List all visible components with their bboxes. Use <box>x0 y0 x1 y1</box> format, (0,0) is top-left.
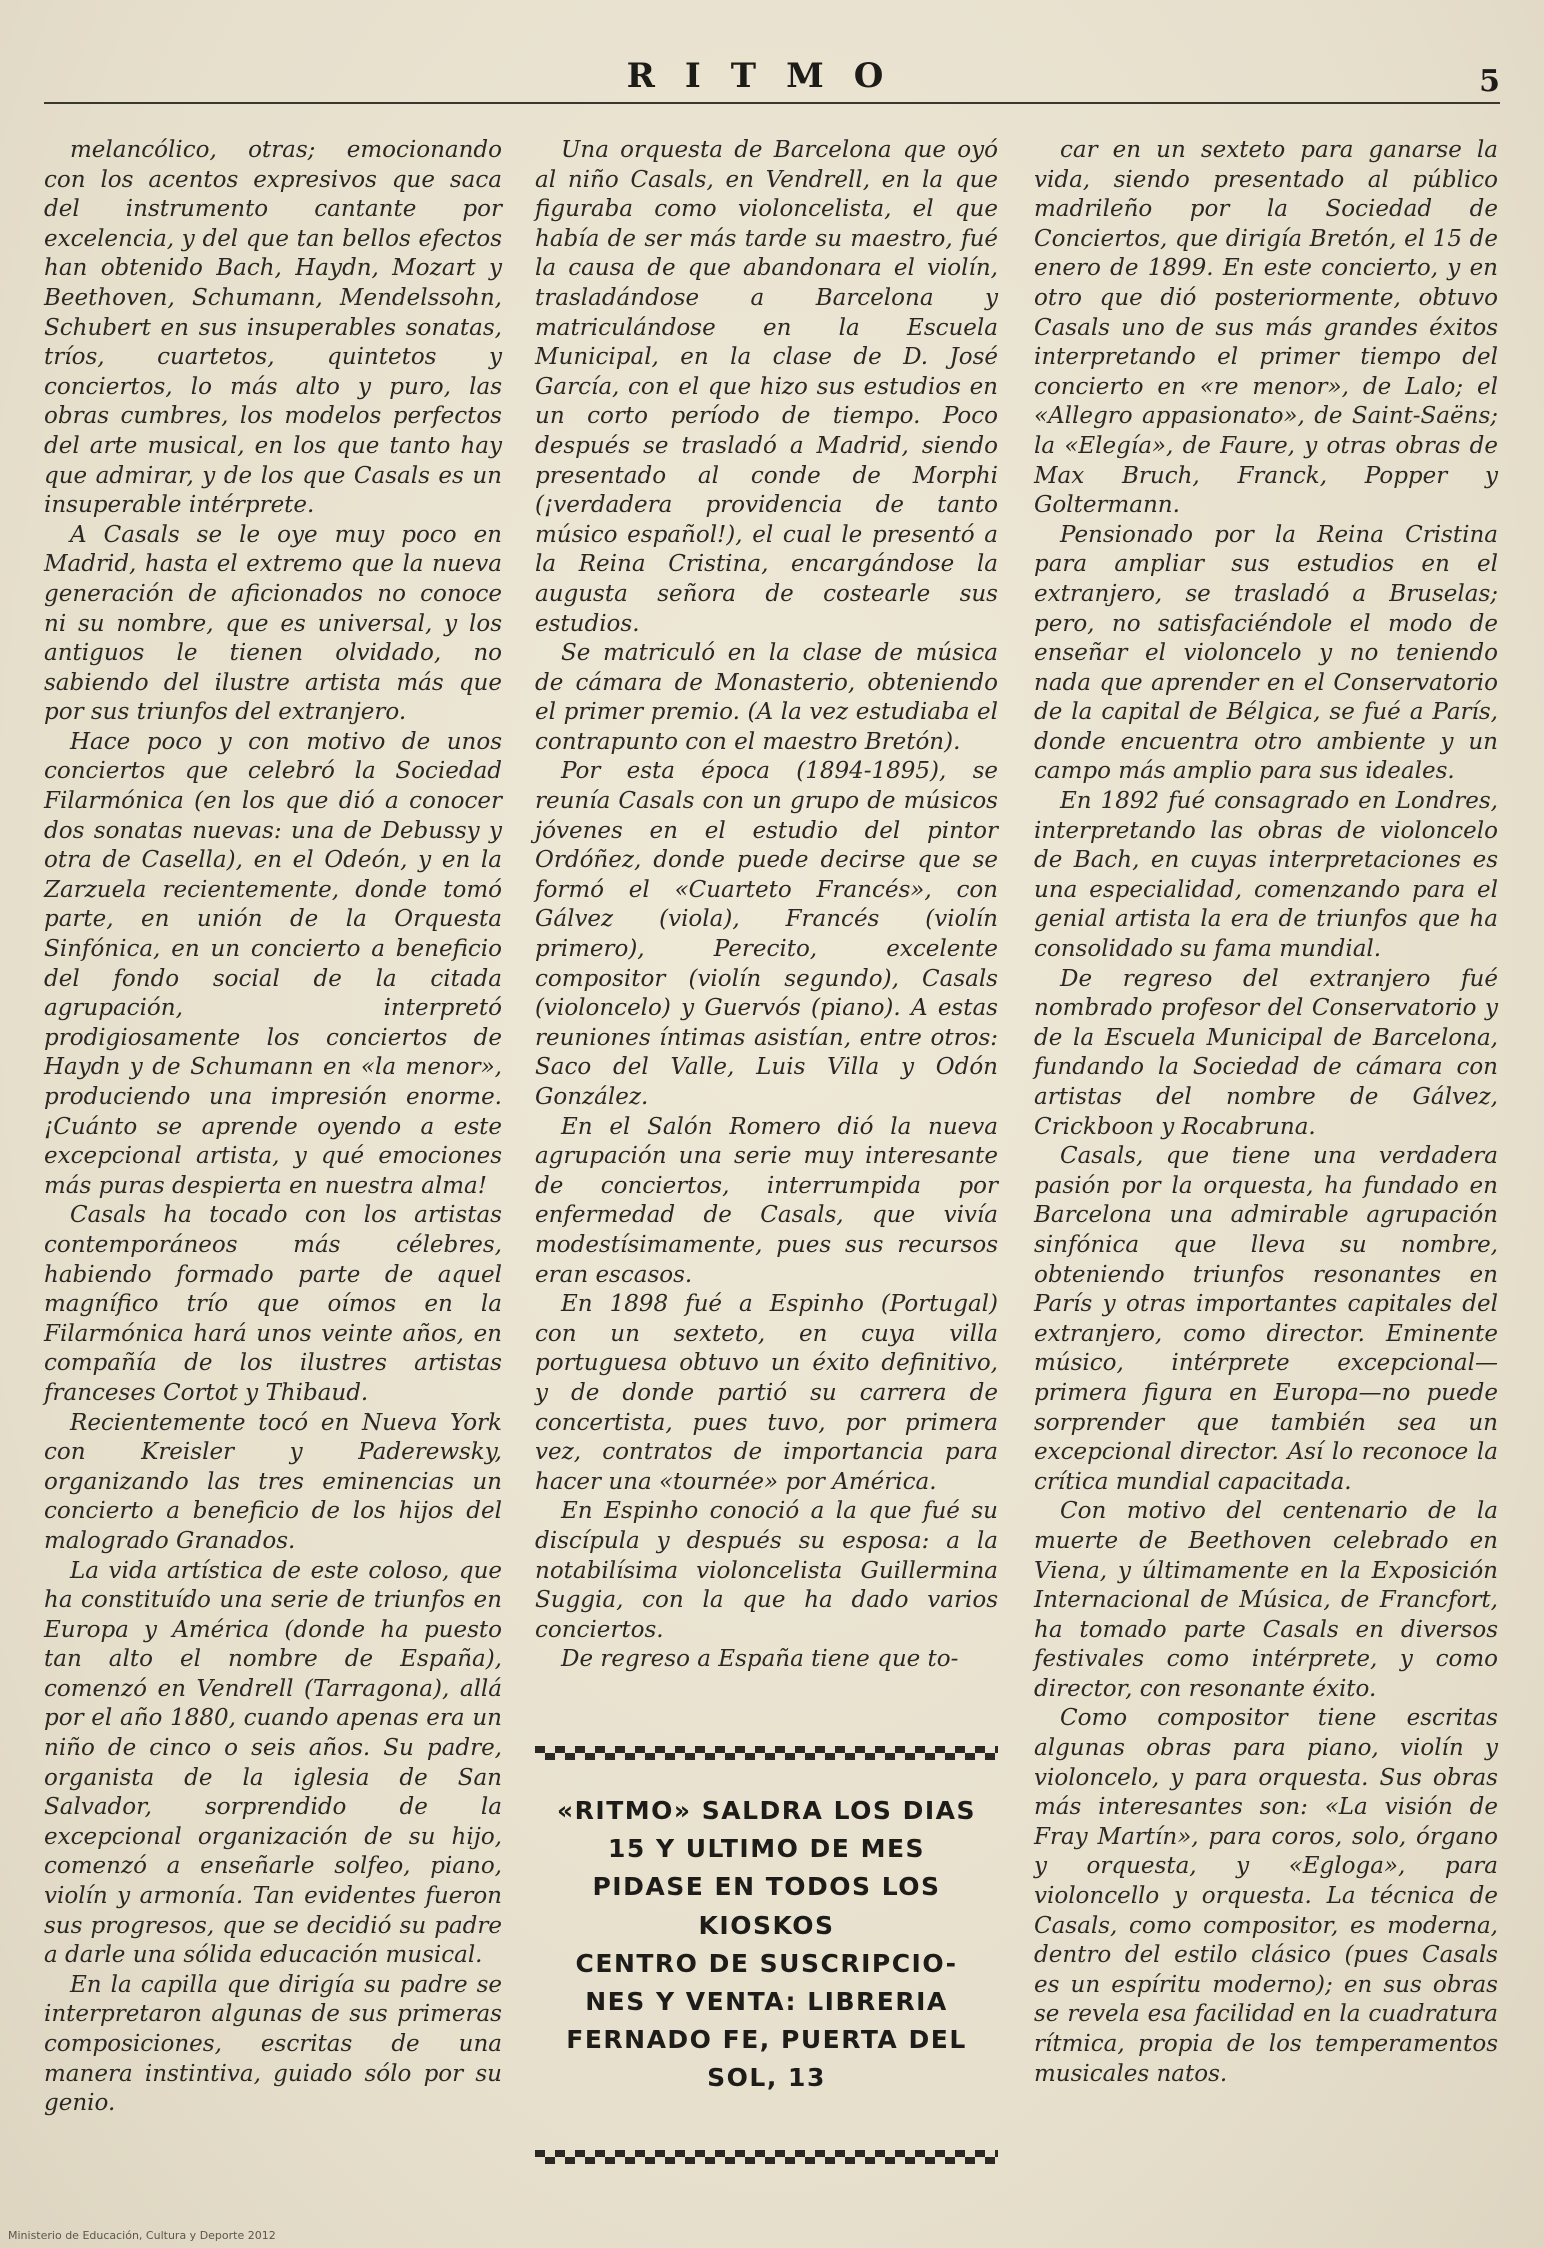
article-column-1 <box>44 136 502 2119</box>
checker-border-top <box>535 1746 998 1760</box>
paragraph: En 1892 fué consagrado en Londres, interpretando las obras de violoncelo de Bach, en cuyas interpretaciones es una especialidad, comenzando para el genial artista la era de triunfos que ha consolidado su fama mundial. <box>1034 788 1498 963</box>
notice-line: KIOSKOS <box>698 1910 835 1940</box>
paragraph: La vida artística de este coloso, que ha constituído una serie de triunfos en Europa y América (donde ha puesto tan alto el nombre de España), comenzó en Vendrell (Tarragona), allá por el año 1880, cuando apenas era un niño de cinco o seis años. Su padre, organista de la iglesia de San Salvador, sorprendido de la excepcional organización de su hijo, comenzó a enseñarle solfeo, piano, violín y armonía. Tan evidentes fueron sus progresos, que se decidió su padre a darle una sólida educación musical. <box>44 1557 502 1969</box>
notice-text <box>535 1792 998 2098</box>
paragraph: melancólico, otras; emocionando con los acentos expresivos que saca del instrumento cantante por excelencia, y del que tan bellos efectos han obtenido Bach, Haydn, Mozart y Beethoven, Schumann, Mendelssohn, Schubert en sus insuperables sonatas, tríos, cuartetos, quintetos y conciertos, lo más alto y puro, las obras cumbres, los modelos perfectos del arte musical, en los que tanto hay que admirar, y de los que Casals es un insuperable intérprete. <box>44 137 502 519</box>
notice-line: NES Y VENTA: LIBRERIA <box>585 1987 948 2017</box>
paragraph: De regreso a España tiene que to- <box>561 1646 959 1673</box>
paragraph: Hace poco y con motivo de unos conciertos que celebró la Sociedad Filarmónica (en los que dió a conocer dos sonatas nuevas: una de Debussy y otra de Casella), en el Odeón, y en la Zarzuela recientemente, donde tomó parte, en unión de la Orquesta Sinfónica, en un concierto a beneficio del fondo social de la citada agrupación, interpretó prodigiosamente los conciertos de Haydn y de Schumann en «la menor», produciendo una impresión enorme. ¡Cuánto se aprende oyendo a este excepcional artista, y qué emociones más puras despierta en nuestra alma! <box>44 728 502 1199</box>
digitization-credit: Ministerio de Educación, Cultura y Deporte 2012 <box>8 2229 276 2242</box>
paragraph: En el Salón Romero dió la nueva agrupación una serie muy interesante de conciertos, interrumpida por enfermedad de Casals, que vivía modestísimamente, pues sus recursos eran escasos. <box>535 1113 998 1288</box>
paragraph: Por esta época (1894-1895), se reunía Casals con un grupo de músicos jóvenes en el estudio del pintor Ordóñez, donde puede decirse que se formó el «Cuarteto Francés», con Gálvez (viola), Francés (violín primero), Perecito, excelente compositor (violín segundo), Casals (violoncelo) y Guervós (piano). A estas reuniones íntimas asistían, entre otros: Saco del Valle, Luis Villa y Odón González. <box>535 758 998 1110</box>
paragraph: Una orquesta de Barcelona que oyó al niño Casals, en Vendrell, en la que figuraba como violoncelista, el que había de ser más tarde su maestro, fué la causa de que abandonara el violín, trasladándose a Barcelona y matriculándose en la Escuela Municipal, en la clase de D. José García, con el que hizo sus estudios en un corto período de tiempo. Poco después se trasladó a Madrid, siendo presentado al conde de Morphi (¡verdadera providencia de tanto músico español!), el cual le presentó a la Reina Cristina, encargándose la augusta señora de costearle sus estudios. <box>535 137 998 637</box>
paragraph: Se matriculó en la clase de música de cámara de Monasterio, obteniendo el primer premio. (A la vez estudiaba el contrapunto con el maestro Bretón). <box>535 640 998 755</box>
paragraph: Como compositor tiene escritas algunas obras para piano, violín y violoncelo, y para orquesta. Sus obras más interesantes son: «La visión de Fray Martín», para coros, solo, órgano y orquesta, y «Egloga», para violoncello y orquesta. La técnica de Casals, como compositor, es moderna, dentro del estilo clásico (pues Casals es un espíritu moderno); en sus obras se revela esa facilidad en la cuadratura rítmica, propia de los temperamentos musicales natos. <box>1034 1705 1498 2087</box>
header-rule <box>44 102 1500 104</box>
publication-title: RITMO <box>626 56 914 96</box>
paragraph: En Espinho conoció a la que fué su discípula y después su esposa: a la notabilísima violoncelista Guillermina Suggia, con la que ha dado varios conciertos. <box>535 1498 998 1643</box>
notice-line: CENTRO DE SUSCRIPCIO- <box>575 1948 958 1978</box>
paragraph: Casals ha tocado con los artistas contemporáneos más célebres, habiendo formado parte de aquel magnífico trío que oímos en la Filarmónica hará unos veinte años, en compañía de los ilustres artistas franceses Cortot y Thibaud. <box>44 1202 502 1406</box>
article-column-2 <box>535 136 998 1675</box>
masthead <box>40 56 1500 104</box>
paragraph: En 1898 fué a Espinho (Portugal) con un sexteto, en cuya villa portuguesa obtuvo un éxito definitivo, y de donde partió su carrera de concertista, pues tuvo, por primera vez, contratos de importancia para hacer una «tournée» por América. <box>535 1291 998 1495</box>
notice-line: SOL, 13 <box>707 2063 826 2093</box>
paragraph: De regreso del extranjero fué nombrado profesor del Conservatorio y de la Escuela Municipal de Barcelona, fundando la Sociedad de cámara con artistas del nombre de Gálvez, Crickboon y Rocabruna. <box>1034 965 1498 1140</box>
paragraph: Recientemente tocó en Nueva York con Kreisler y Paderewsky, organizando las tres eminencias un concierto a beneficio de los hijos del malogrado Granados. <box>44 1409 502 1554</box>
checker-border-bottom <box>535 2150 998 2164</box>
page-number: 5 <box>1479 64 1500 99</box>
paragraph: Casals, que tiene una verdadera pasión por la orquesta, ha fundado en Barcelona una admirable agrupación sinfónica que lleva su nombre, obteniendo triunfos resonantes en París y otras importantes capitales del extranjero, como director. Eminente músico, intérprete excepcional—primera figura en Europa—no puede sorprender que también sea un excepcional director. Así lo reconoce la crítica mundial capacitada. <box>1034 1143 1498 1495</box>
paragraph: A Casals se le oye muy poco en Madrid, hasta el extremo que la nueva generación de aficionados no conoce ni su nombre, que es universal, y los antiguos le tienen olvidado, no sabiendo del ilustre artista más que por sus triunfos del extranjero. <box>44 521 502 726</box>
notice-line: «RITMO» SALDRA LOS DIAS <box>557 1796 976 1825</box>
paragraph: En la capilla que dirigía su padre se interpretaron algunas de sus primeras composiciones, escritas de una manera instintiva, guiado sólo por su genio. <box>44 1971 502 2117</box>
paragraph: car en un sexteto para ganarse la vida, siendo presentado al público madrileño por la Sociedad de Conciertos, que dirigía Bretón, el 15 de enero de 1899. En este concierto, y en otro que dió posteriormente, obtuvo Casals uno de sus más grandes éxitos interpretando el primer tiempo del concierto en «re menor», de Lalo; el «Allegro appasionato», de Saint-Saëns; la «Elegía», de Faure, y otras obras de Max Bruch, Franck, Popper y Goltermann. <box>1034 137 1498 519</box>
article-column-3 <box>1034 136 1498 2089</box>
notice-line: FERNADO FE, PUERTA DEL <box>566 2025 967 2055</box>
notice-line: PIDASE EN TODOS LOS <box>592 1872 941 1902</box>
paragraph: Con motivo del centenario de la muerte de Beethoven celebrado en Viena, y últimamente en la Exposición Internacional de Música, de Francfort, ha tomado parte Casals en diversos festivales como intérprete, y como director, con resonante éxito. <box>1034 1498 1498 1702</box>
paragraph: Pensionado por la Reina Cristina para ampliar sus estudios en el extranjero, se trasladó a Bruselas; pero, no satisfaciéndole el modo de enseñar el violoncelo y no teniendo nada que aprender en el Conservatorio de la capital de Bélgica, se fué a París, donde encuentra otro ambiente y un campo más amplio para sus ideales. <box>1034 521 1498 785</box>
subscription-notice-box <box>535 1746 998 2166</box>
notice-line: 15 Y ULTIMO DE MES <box>607 1834 926 1864</box>
